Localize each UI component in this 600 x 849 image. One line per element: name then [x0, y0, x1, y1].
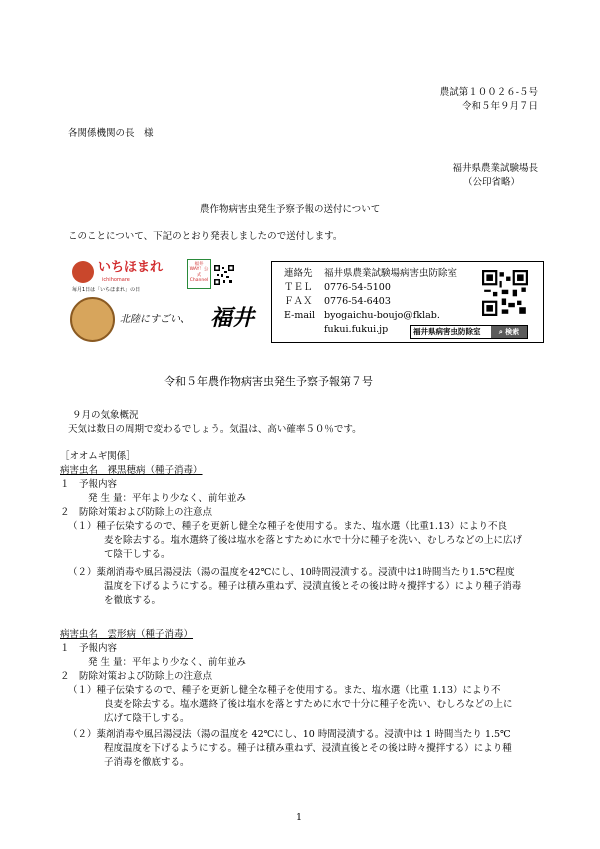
- paragraph-line: て陰干しする。: [104, 549, 171, 560]
- section-heading: ２ 防除対策および防除上の注意点: [60, 507, 213, 518]
- pest-name: 病害虫名 雲形病（種子消毒）: [60, 629, 194, 640]
- forecast-text: 発 生 量：平年より少なく、前年並み: [88, 493, 246, 504]
- section-heading: １ 予報内容: [60, 479, 118, 490]
- channel-qr-icon: [214, 265, 234, 285]
- paragraph-line: 程度温度を下げるようにする。種子は積み重ねず、浸漬直後とその後は時々攪拌する）により種: [104, 743, 512, 754]
- tel-number: 0776-54-5100: [324, 282, 391, 293]
- paragraph-line: 温度を下げるようにする。種子は積み重ねず、浸漬直後とその後は時々攪拌する）により種子消毒: [104, 581, 522, 592]
- section-heading: １ 予報内容: [60, 643, 118, 654]
- paragraph-line: （１）種子伝染するので、種子を更新し健全な種子を使用する。また、塩水選（比重 1.13）により不: [68, 685, 501, 696]
- section-heading: ２ 防除対策および防除上の注意点: [60, 671, 213, 682]
- fukui-name-logo: 福井: [210, 305, 255, 331]
- addressee: 各関係機関の長 様: [68, 128, 154, 139]
- paragraph-line: を徹底する。: [104, 595, 162, 606]
- paragraph-line: （２）薬剤消毒や風呂湯浸法（湯の温度を42℃にし、10時間浸漬する。浸漬中は1時間当たり1.5℃程度: [68, 567, 515, 578]
- paragraph-line: （１）種子伝染するので、種子を更新し健全な種子を使用する。また、塩水選（比重1.13）により不良: [68, 521, 507, 532]
- tel-label: ＴＥＬ: [284, 282, 313, 293]
- ichihomare-roman: ichihomare: [102, 277, 130, 283]
- email-line2: fukui.fukui.jp: [324, 324, 389, 335]
- search-icon: ⌕: [498, 328, 503, 336]
- paragraph-line: 良麦を除去する。塩水選終了後は塩水を落とすために水で十分に種子を洗い、むしろなどの上に: [104, 699, 513, 710]
- pest-name: 病害虫名 裸黒穂病（種子消毒）: [60, 465, 203, 476]
- search-button-label: 検索: [505, 328, 520, 336]
- report-title: 令和５年農作物病害虫発生予察予報第７号: [164, 375, 373, 388]
- paragraph-line: （２）薬剤消毒や風呂湯浸法（湯の温度を 42℃にし、10 時間浸漬する。浸漬中は 1 時間当たり 1.5℃: [68, 729, 511, 740]
- email-line1: byogaichu-boujo@fklab.: [324, 310, 440, 321]
- fukui-slogan: 北陸にすごい、: [120, 314, 190, 325]
- fax-number: 0776-54-6403: [324, 296, 391, 307]
- paragraph-line: 子消毒を徹底する。: [104, 757, 190, 768]
- sender-note: （公印省略）: [462, 177, 520, 188]
- ichihomare-note: 毎月1日は「いちほまれ」の日: [72, 287, 141, 293]
- weather-heading: ９月の気象概況: [72, 410, 139, 421]
- ichihomare-logo-icon: [72, 261, 94, 283]
- search-text: 福井県病害虫防除室: [413, 327, 481, 336]
- fukui-crest-icon: [70, 297, 115, 342]
- search-box[interactable]: [410, 325, 528, 339]
- paragraph-line: 広げて陰干しする。: [104, 713, 190, 724]
- ichihomare-logo-text: いちほまれ: [98, 260, 164, 275]
- email-label: E-mail: [284, 310, 316, 321]
- logo-area: [60, 257, 265, 347]
- contact-box: [271, 261, 544, 343]
- page-number: 1: [296, 812, 303, 823]
- channel-badge: 福井WAY！公式Channel: [187, 259, 211, 289]
- search-button[interactable]: [491, 326, 527, 338]
- contact-label: 連絡先: [284, 268, 313, 279]
- document-date: 令和５年９月７日: [461, 101, 538, 112]
- document-number: 農試第１００２６-５号: [439, 87, 538, 98]
- forecast-text: 発 生 量：平年より少なく、前年並み: [88, 657, 246, 668]
- contact-qr-icon: [482, 270, 528, 316]
- fax-label: ＦＡＸ: [284, 296, 313, 307]
- sender-name: 福井県農業試験場長: [452, 163, 538, 174]
- paragraph-line: 麦を除去する。塩水選終了後は塩水を落とすために水で十分に種子を洗い、むしろなどの上に広げ: [104, 535, 523, 546]
- intro-text: このことについて、下記のとおり発表しましたので送付します。: [68, 231, 343, 242]
- contact-org: 福井県農業試験場病害虫防除室: [324, 268, 458, 279]
- category-label: ［オオムギ関係］: [60, 451, 136, 462]
- weather-text: 天気は数日の周期で変わるでしょう。気温は、高い確率５０％です。: [68, 424, 362, 435]
- subject-line: 農作物病害虫発生予察予報の送付について: [200, 204, 381, 215]
